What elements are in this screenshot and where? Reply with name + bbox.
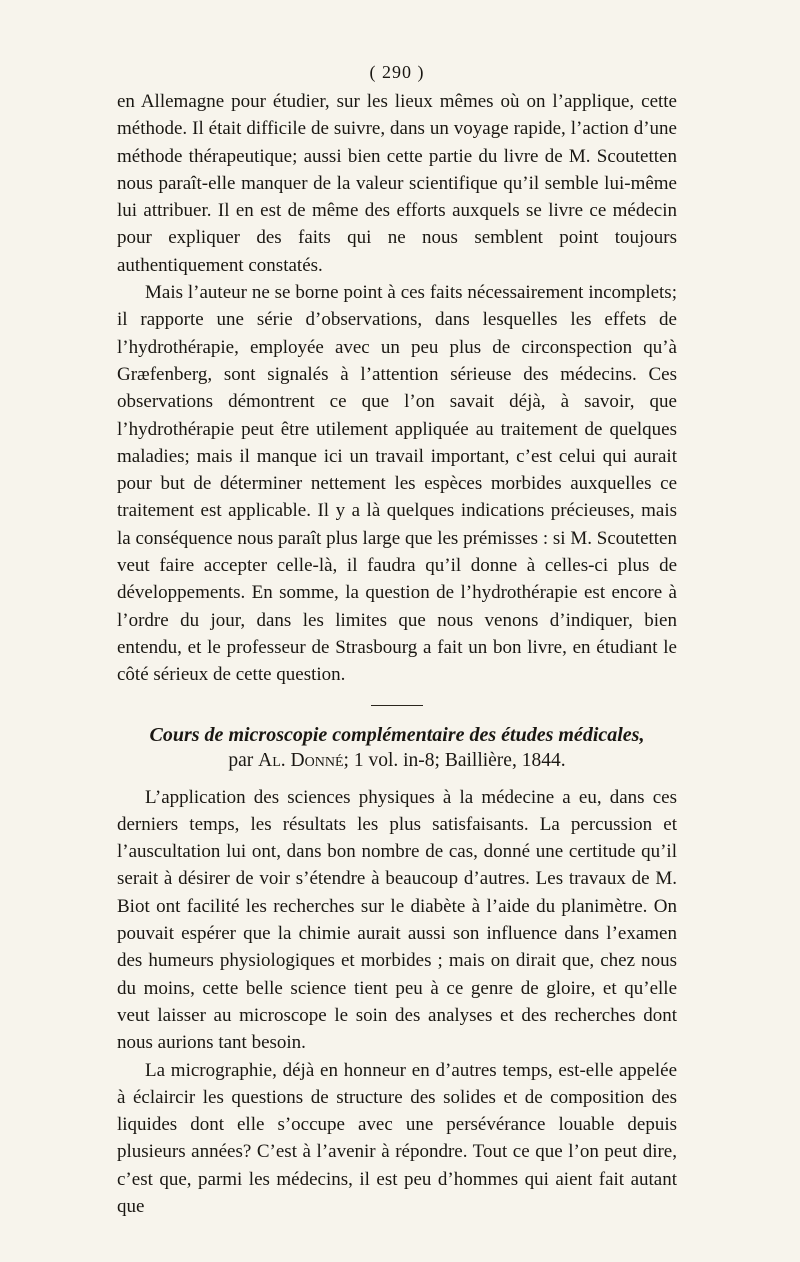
review-paragraph-2: La micrographie, déjà en honneur en d’autres temps, est-elle appelée à éclaircir les questions de structure des solides et de composition des liquides dont elle s’occupe avec une persévérance louable depuis plusieurs années? C’est à l’avenir à répondre. Tout ce que l’on peut dire, c’est que, parmi les médecins, il est peu d’hommes qui aient fait autant que — [117, 1059, 677, 1217]
byline-prefix: par — [228, 749, 259, 771]
review-title: Cours de microscopie complémentaire des études médicales, — [149, 723, 645, 746]
section-divider — [371, 705, 423, 706]
review-paragraph-1: L’application des sciences physiques à la médecine a eu, dans ces derniers temps, les résultats les plus satisfaisants. La percussion et l’auscultation lui ont, dans bon nombre de cas, donné une certitude qu’il serait à désirer de voir s’étendre à beaucoup d’autres. Les travaux de M. Biot ont facilité les recherches sur le diabète à l’aide du planimètre. On pouvait espérer que la chimie aurait aussi son influence dans l’examen des humeurs physiologiques et morbides ; mais on dirait que, chez nous du moins, cette belle science tient peu à ce genre de gloire, et qu’elle veut laisser au microscope le soin des analyses et des recherches dont nous aurions tant besoin. — [117, 786, 677, 1054]
byline-details: ; 1 vol. in-8; Baillière, 1844. — [343, 749, 566, 771]
byline-author: Al. Donné — [258, 749, 344, 771]
body-paragraph-1: en Allemagne pour étudier, sur les lieux mêmes où on l’applique, cette méthode. Il était difficile de suivre, dans un voyage rapide, l’action d’une méthode thérapeutique; aussi bien cette partie du livre de M. Scoutetten nous paraît-elle manquer de la valeur scientifique qu’il semble lui-même lui attribuer. Il en est de même des efforts auxquels se livre ce médecin pour expliquer des faits qui ne nous semblent point toujours authentiquement constatés. — [117, 91, 677, 276]
book-page — [117, 60, 677, 1220]
review-byline — [117, 748, 677, 774]
page-number: ( 290 ) — [369, 62, 425, 82]
body-paragraph-2: Mais l’auteur ne se borne point à ces faits nécessairement incomplets; il rapporte une série d’observations, dans lesquelles les effets de l’hydrothérapie, employée avec un peu plus de circonspection qu’à Græfenberg, sont signalés à l’attention sérieuse des médecins. Ces observations démontrent ce que l’on savait déjà, à savoir, que l’hydrothérapie peut être utilement appliquée au traitement de quelques maladies; mais il manque ici un travail important, c’est celui qui aurait pour but de déterminer nettement les espèces morbides auxquelles ce traitement est applicable. Il y a là quelques indications précieuses, mais la conséquence nous paraît plus large que les prémisses : si M. Scoutetten veut faire accepter celle-là, il faudra qu’il donne à celles-ci plus de développements. En somme, la question de l’hydrothérapie est encore à l’ordre du jour, dans les limites que nous venons d’indiquer, bien entendu, et le professeur de Strasbourg a fait un bon livre, en étudiant le côté sérieux de cette question. — [117, 282, 677, 686]
